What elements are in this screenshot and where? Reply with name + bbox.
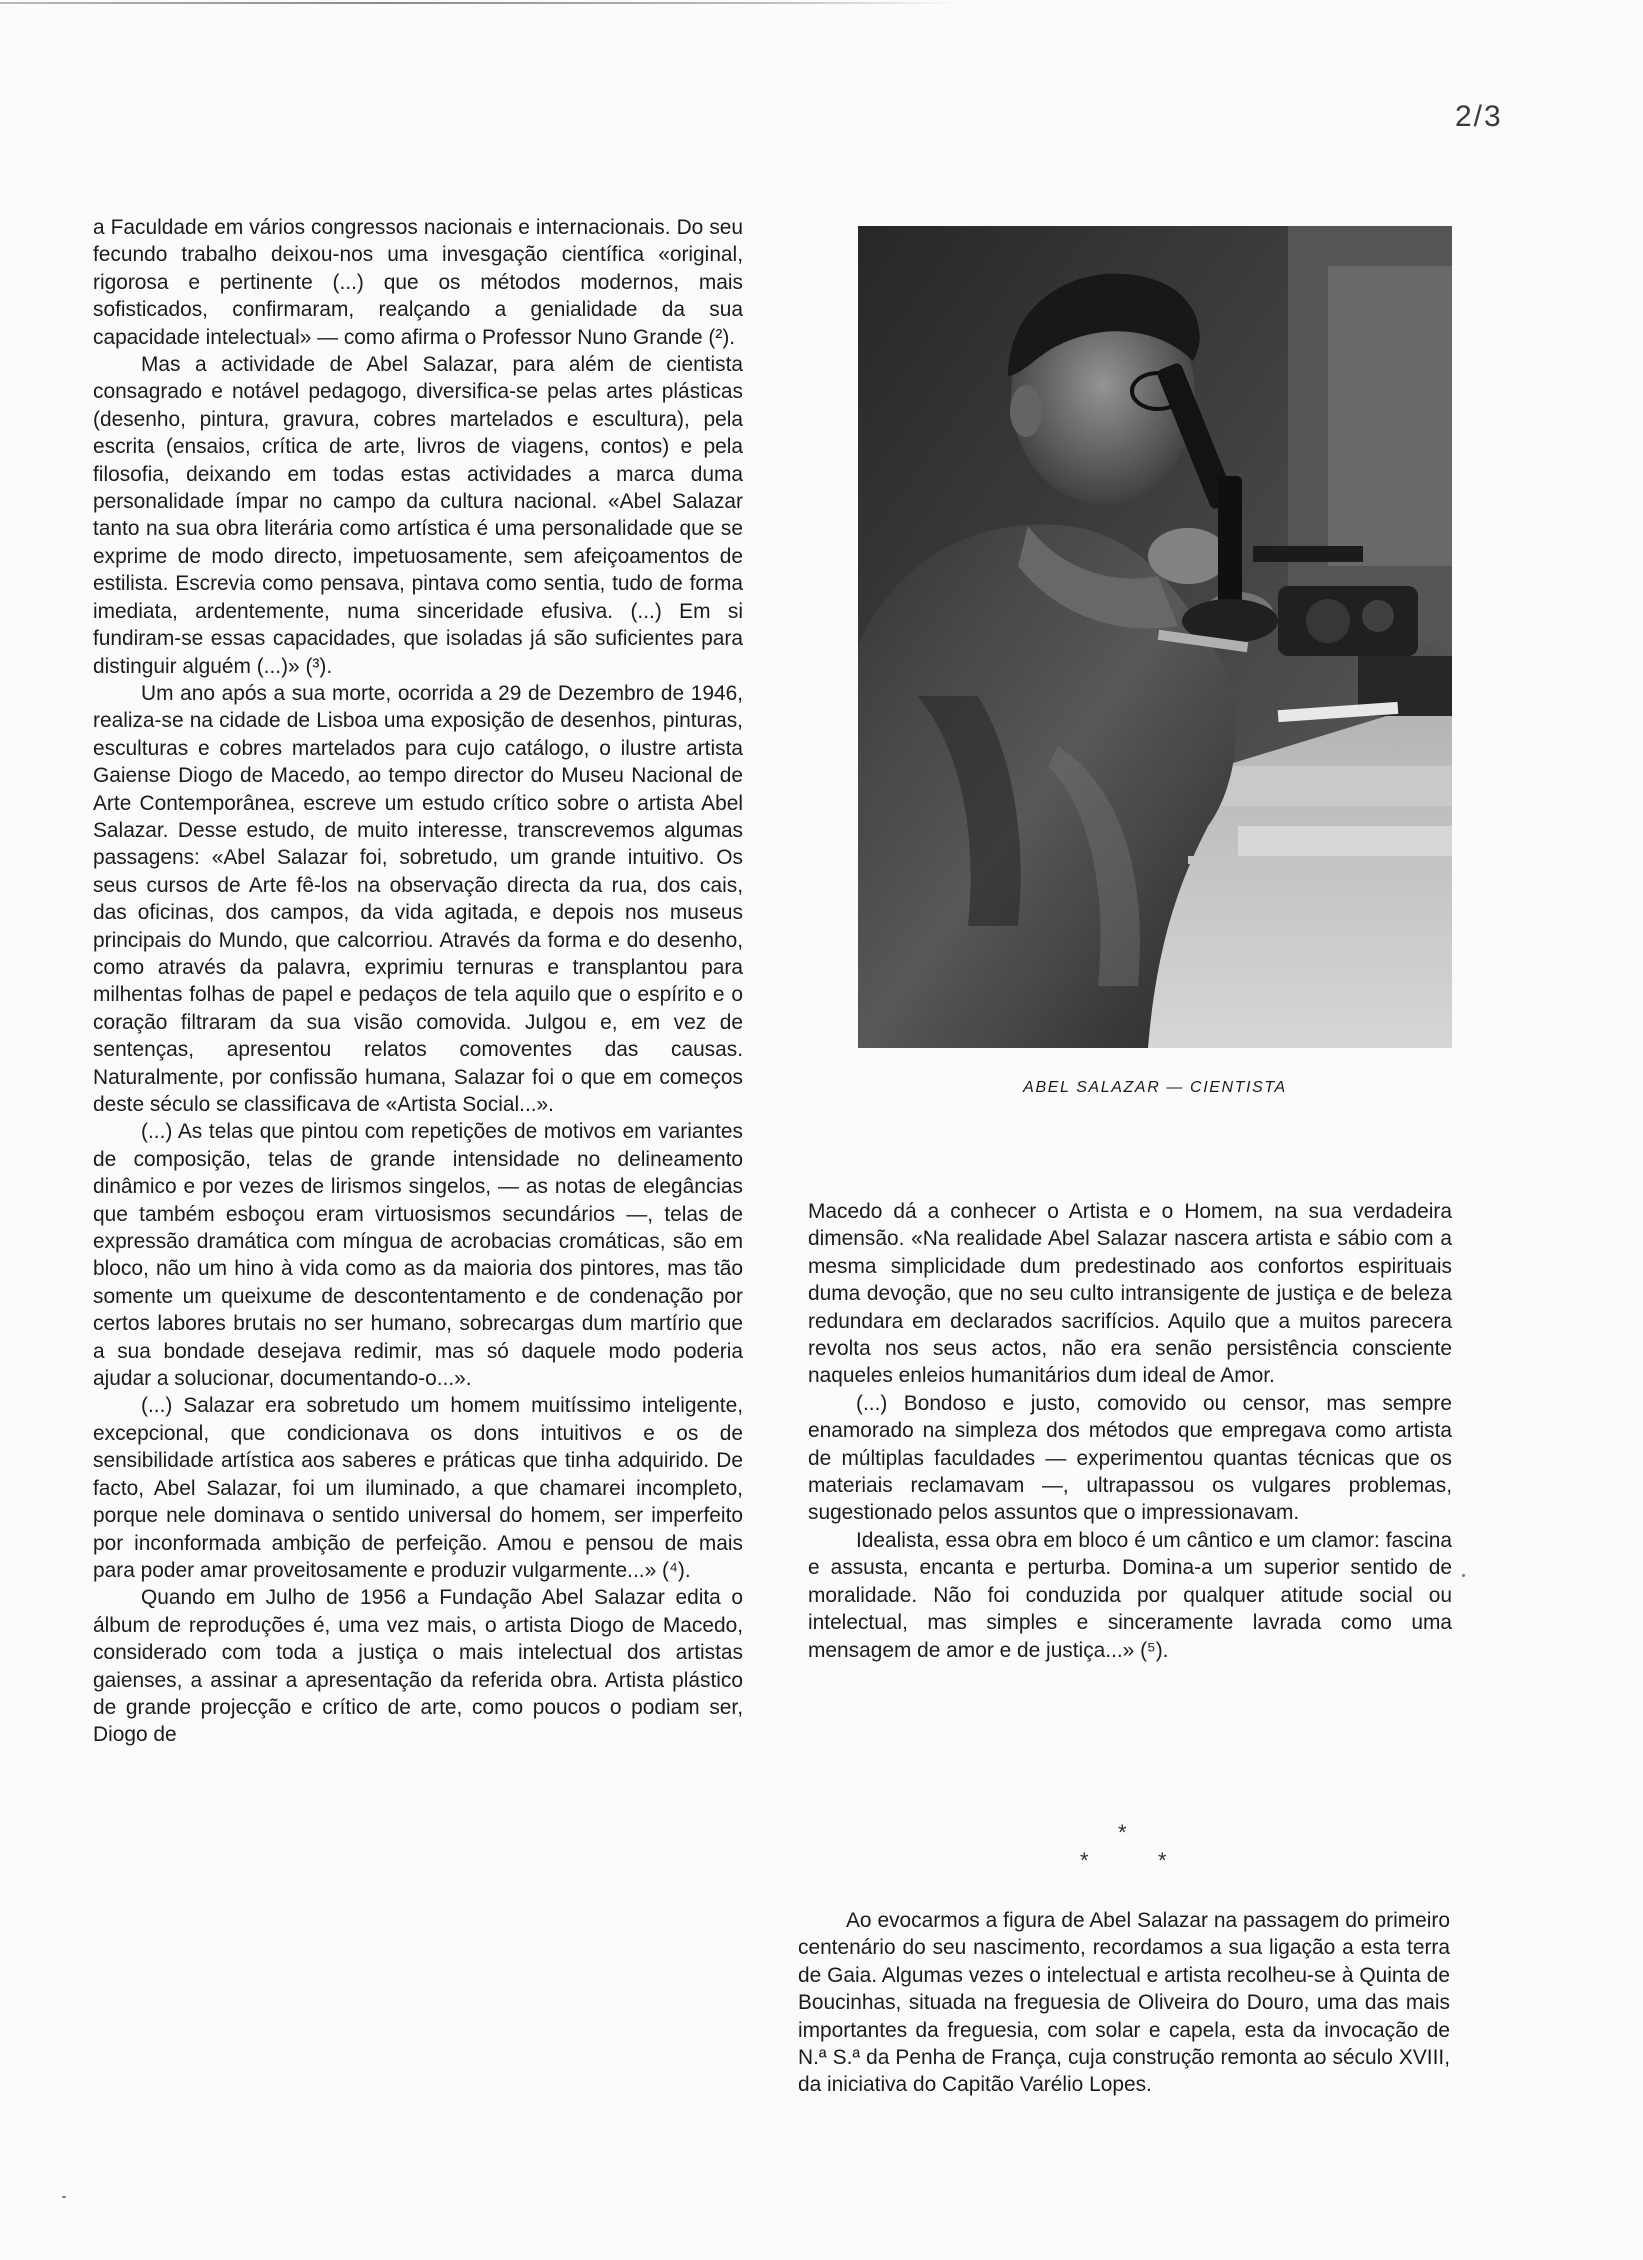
page-number: 2/3 xyxy=(1455,100,1503,133)
asterisk: * xyxy=(1080,1848,1089,1873)
paragraph: (...) Bondoso e justo, comovido ou censor, mas sempre enamorado na simpleza dos métodos que empregava como artista de múltiplas faculdades — experimentou quantas técnicas que os materiais reclamavam —, ultrapassou os vulgares problemas, sugestionado pelos assuntos que o impressionavam. xyxy=(808,1391,1452,1525)
paragraph: Mas a actividade de Abel Salazar, para além de cientista consagrado e notável pedagogo, diversifica-se pelas artes plásticas (desenho, pintura, gravura, cobres martelados e escultura), pela escrita (ensaios, crítica de arte, livros de viagens, contos) e pela filosofia, deixando em todas estas actividades a marca duma personalidade ímpar no campo da cultura nacional. «Abel Salazar tanto na sua obra literária como artística é uma personalidade que se exprime de modo directo, impetuosamente, sem afeiçoamentos de estilista. Escrevia como pensava, pintava como sentia, tudo de forma imediata, ardentemente, numa sinceridade efusiva. (...) Em si fundiram-se essas capacidades, que isoladas já são suficientes para distinguir alguém (...)» (³). xyxy=(93,353,743,678)
paragraph: a Faculdade em vários congressos nacionais e internacionais. Do seu fecundo trabalho deixou-nos uma invesgação científica «original, rigorosa e pertinente (...) que os métodos modernos, mais sofisticados, confirmaram, realçando a genialidade da sua capacidade intelectual» — como afirma o Professor Nuno Grande (²). xyxy=(93,216,743,349)
paragraph: (...) As telas que pintou com repetições de motivos em variantes de composição, telas de grande intensidade no delineamento dinâmico e por vezes de lirismos singelos, — as notas de elegâncias que também esboçou eram virtuosismos secundários —, telas de expressão dramática com míngua de acrobacias cromáticas, são em bloco, não um hino à vida como as da maioria dos pintores, mas tão somente um queixume de descontentamento e de condenação por certos labores brutais no ser humano, sobrecargas dum martírio que a sua bondade desejava redimir, mas só daquele modo poderia ajudar a solucionar, documentando-o...». xyxy=(93,1120,743,1391)
section-separator xyxy=(1060,1820,1260,1900)
scan-speck xyxy=(62,2196,66,2198)
scan-edge-line xyxy=(0,2,960,4)
paragraph: Ao evocarmos a figura de Abel Salazar na passagem do primeiro centenário do seu nascimento, recordamos a sua ligação a esta terra de Gaia. Algumas vezes o intelectual e artista recolheu-se à Quinta de Boucinhas, situada na freguesia de Oliveira do Douro, uma das mais importantes da freguesia, com solar e capela, esta da invocação de N.ª S.ª da Penha de França, cuja construção remonta ao século XVIII, da iniciativa do Capitão Varélio Lopes. xyxy=(798,1909,1450,2097)
right-column xyxy=(808,1198,1452,1664)
paragraph: Macedo dá a conhecer o Artista e o Homem, na sua verdadeira dimensão. «Na realidade Abel Salazar nascera artista e sábio com a mesma simplicidade dum predestinado aos confortos espirituais duma devoção, que no seu culto intransigente de justiça e de beleza redundara em declarados sacrifícios. Aquilo que a muitos parecera revolta nos seus actos, não era senão persistência consciente naqueles enleios humanitários dum ideal de Amor. xyxy=(808,1200,1452,1388)
asterisk: * xyxy=(1118,1820,1127,1845)
paragraph: Idealista, essa obra em bloco é um cântico e um clamor: fascina e assusta, encanta e perturba. Domina-a um superior sentido de moralidade. Não foi conduzida por qualquer atitude social ou intelectual, mas simples e sinceramente lavrada como uma mensagem de amor e de justiça...» (⁵). xyxy=(808,1528,1452,1662)
photo-caption: ABEL SALAZAR — CIENTISTA xyxy=(1023,1079,1287,1096)
closing-section xyxy=(798,1907,1450,2099)
asterisk: * xyxy=(1158,1848,1167,1873)
paragraph: Um ano após a sua morte, ocorrida a 29 de Dezembro de 1946, realiza-se na cidade de Lisboa uma exposição de desenhos, pinturas, esculturas e cobres martelados para cujo catálogo, o ilustre artista Gaiense Diogo de Macedo, ao tempo director do Museu Nacional de Arte Contemporânea, escreve um estudo crítico sobre o artista Abel Salazar. Desse estudo, de muito interesse, transcrevemos algumas passagens: «Abel Salazar foi, sobretudo, um grande intuitivo. Os seus cursos de Arte fê-los na observação directa da rua, dos cais, das oficinas, dos campos, da vida agitada, e depois nos museus principais do Mundo, que calcorriou. Através da forma e do desenho, como através da palavra, exprimiu ternuras e transplantou para milhentas folhas de papel e pedaços de tela aquilo que o espírito e o coração filtraram da sua visão comovida. Julgou e, em vez de sentenças, apresentou relatos comoventes das causas. Naturalmente, por confissão humana, Salazar foi o que em começos deste século se classificava de «Artista Social...». xyxy=(93,681,743,1116)
paragraph: (...) Salazar era sobretudo um homem muitíssimo inteligente, excepcional, que condicionava os dons intuitivos e os de sensibilidade artística aos saberes e práticas que tinha adquirido. De facto, Abel Salazar, foi um iluminado, a que chamarei incompleto, porque nele dominava o sentido universal do homem, ser imperfeito por inconformada ambição de perfeição. Amou e pensou de mais para poder amar proveitosamente e produzir vulgarmente...» (⁴). xyxy=(93,1394,743,1582)
paragraph: Quando em Julho de 1956 a Fundação Abel Salazar edita o álbum de reproduções é, uma vez mais, o artista Diogo de Macedo, considerado com toda a justiça o mais intelectual dos artistas gaienses, a assinar a apresentação da referida obra. Artista plástico de grande projecção e crítico de arte, como poucos o podiam ser, Diogo de xyxy=(93,1586,743,1747)
scan-speck xyxy=(1462,1574,1465,1577)
left-column xyxy=(93,214,743,1749)
abel-salazar-photo xyxy=(858,226,1452,1048)
